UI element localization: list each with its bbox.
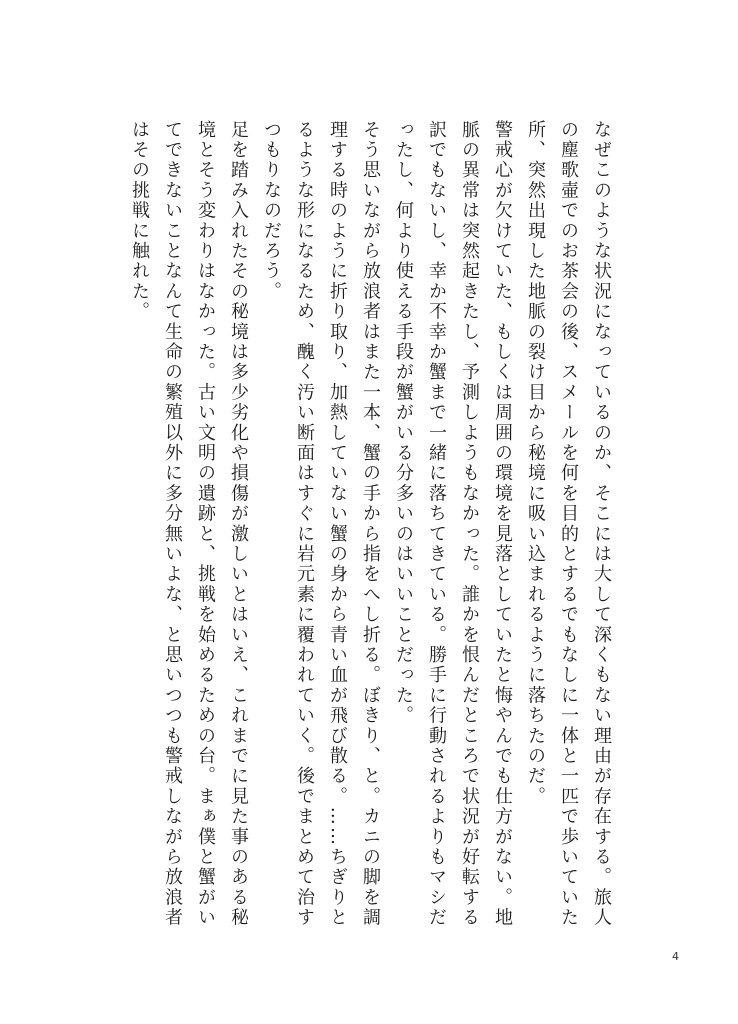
paragraph-2: 警戒心が欠けていた、もしくは周囲の環境を見落としていたと悔やんでも仕方がない。地脈の異常は突然起きたし、予測しようもなかった。誰かを恨んだところで状況が好転する訳でもないし、幸か不幸か蟹まで一緒に落ちてきている。勝手に行動されるよりもマシだったし、何より使える手段が蟹がいる分多いのはいいことだった。	[393, 120, 513, 928]
page-number: 4	[672, 950, 679, 963]
vertical-text-body	[108, 120, 618, 940]
paragraph-4: 足を踏み入れたその秘境は多少劣化や損傷が激しいとはいえ、これまでに見た事のある秘境とそう変わりはなかった。古い文明の遺跡と、挑戦を始めるための台。まぁ僕と蟹がいてできないことなんて生命の繁殖以外に多分無いよな、と思いつつも警戒しながら放浪者はその挑戦に触れた。	[129, 120, 249, 928]
paragraph-1: なぜこのような状況になっているのか、そこには大して深くもない理由が存在する。旅人の塵歌壷でのお茶会の後、スメールを何を目的とするでもなしに一体と一匹で歩いていた所、突然出現した地脈の裂け目から秘境に吸い込まれるように落ちたのだ。	[525, 120, 612, 928]
paragraph-3: そう思いながら放浪者はまた一本、蟹の手から指をへし折る。ぼきり、と。カニの脚を調理する時のように折り取り、加熱していない蟹の身から青い血が飛び散る。……ちぎりとるような形になるため、醜く汚い断面はすぐに岩元素に覆われていく。後でまとめて治すつもりなのだろう。	[261, 120, 381, 929]
